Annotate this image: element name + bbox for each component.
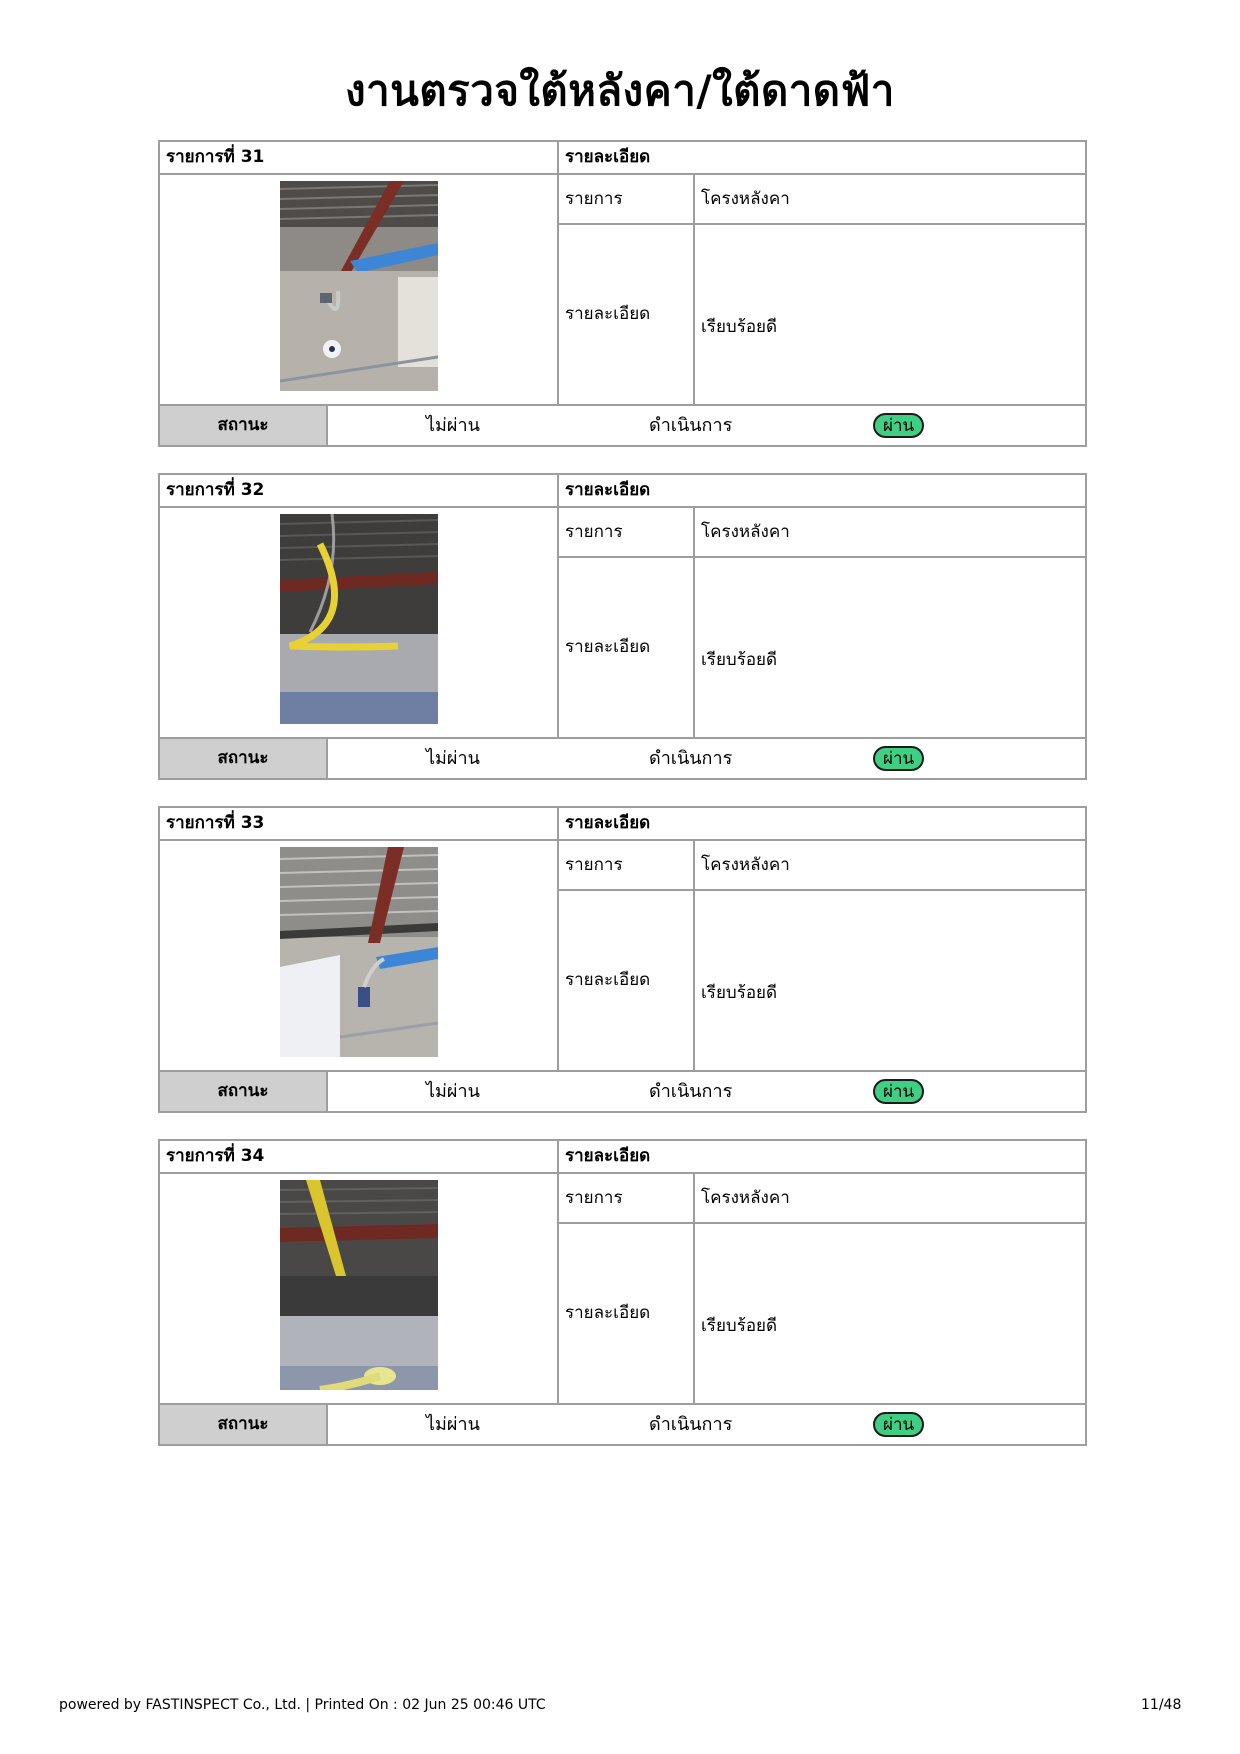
detail-label: รายละเอียด	[559, 1224, 695, 1403]
item-number: รายการที่ 33	[160, 808, 559, 841]
item-number: รายการที่ 34	[160, 1141, 559, 1174]
status-row	[160, 1070, 1085, 1111]
status-option-in-progress[interactable]: ดำเนินการ	[649, 1414, 733, 1435]
status-label: สถานะ	[160, 1072, 328, 1111]
status-option-in-progress[interactable]: ดำเนินการ	[649, 748, 733, 769]
status-option-fail[interactable]: ไม่ผ่าน	[426, 415, 480, 436]
item-value: โครงหลังคา	[695, 1174, 1085, 1224]
status-option-fail[interactable]: ไม่ผ่าน	[426, 1414, 480, 1435]
item-label: รายการ	[559, 508, 695, 558]
page-number: 11/48	[1141, 1697, 1182, 1713]
detail-label: รายละเอียด	[559, 225, 695, 404]
inspection-card	[158, 473, 1087, 780]
detail-label: รายละเอียด	[559, 891, 695, 1070]
status-option-pass-selected[interactable]: ผ่าน	[873, 413, 924, 438]
inspection-photo[interactable]	[280, 514, 438, 724]
photo-cell	[160, 841, 559, 1070]
inspection-card	[158, 140, 1087, 447]
item-label: รายการ	[559, 175, 695, 225]
status-option-fail[interactable]: ไม่ผ่าน	[426, 748, 480, 769]
detail-value: เรียบร้อยดี	[701, 650, 778, 670]
inspection-photo[interactable]	[280, 1180, 438, 1390]
inspection-photo[interactable]	[280, 847, 438, 1057]
photo-cell	[160, 175, 559, 404]
status-option-in-progress[interactable]: ดำเนินการ	[649, 1081, 733, 1102]
item-value: โครงหลังคา	[695, 175, 1085, 225]
detail-header: รายละเอียด	[559, 1141, 1085, 1174]
detail-header: รายละเอียด	[559, 808, 1085, 841]
item-number: รายการที่ 32	[160, 475, 559, 508]
detail-value: เรียบร้อยดี	[701, 317, 778, 337]
status-label: สถานะ	[160, 406, 328, 445]
photo-cell	[160, 1174, 559, 1403]
status-option-fail[interactable]: ไม่ผ่าน	[426, 1081, 480, 1102]
status-option-in-progress[interactable]: ดำเนินการ	[649, 415, 733, 436]
item-label: รายการ	[559, 1174, 695, 1224]
item-number: รายการที่ 31	[160, 142, 559, 175]
status-option-pass-selected[interactable]: ผ่าน	[873, 1079, 924, 1104]
detail-header: รายละเอียด	[559, 475, 1085, 508]
inspection-card	[158, 806, 1087, 1113]
inspection-card	[158, 1139, 1087, 1446]
status-row	[160, 737, 1085, 778]
footer-credit: powered by FASTINSPECT Co., Ltd. | Printed On : 02 Jun 25 00:46 UTC	[59, 1697, 546, 1713]
detail-header: รายละเอียด	[559, 142, 1085, 175]
status-option-pass-selected[interactable]: ผ่าน	[873, 1412, 924, 1437]
status-label: สถานะ	[160, 739, 328, 778]
status-row	[160, 1403, 1085, 1444]
status-label: สถานะ	[160, 1405, 328, 1444]
page-title: งานตรวจใต้หลังคา/ใต้ดาดฟ้า	[345, 66, 895, 115]
photo-cell	[160, 508, 559, 737]
inspection-photo[interactable]	[280, 181, 438, 391]
item-value: โครงหลังคา	[695, 841, 1085, 891]
detail-label: รายละเอียด	[559, 558, 695, 737]
status-row	[160, 404, 1085, 445]
item-label: รายการ	[559, 841, 695, 891]
item-value: โครงหลังคา	[695, 508, 1085, 558]
detail-value: เรียบร้อยดี	[701, 983, 778, 1003]
detail-value: เรียบร้อยดี	[701, 1316, 778, 1336]
status-option-pass-selected[interactable]: ผ่าน	[873, 746, 924, 771]
